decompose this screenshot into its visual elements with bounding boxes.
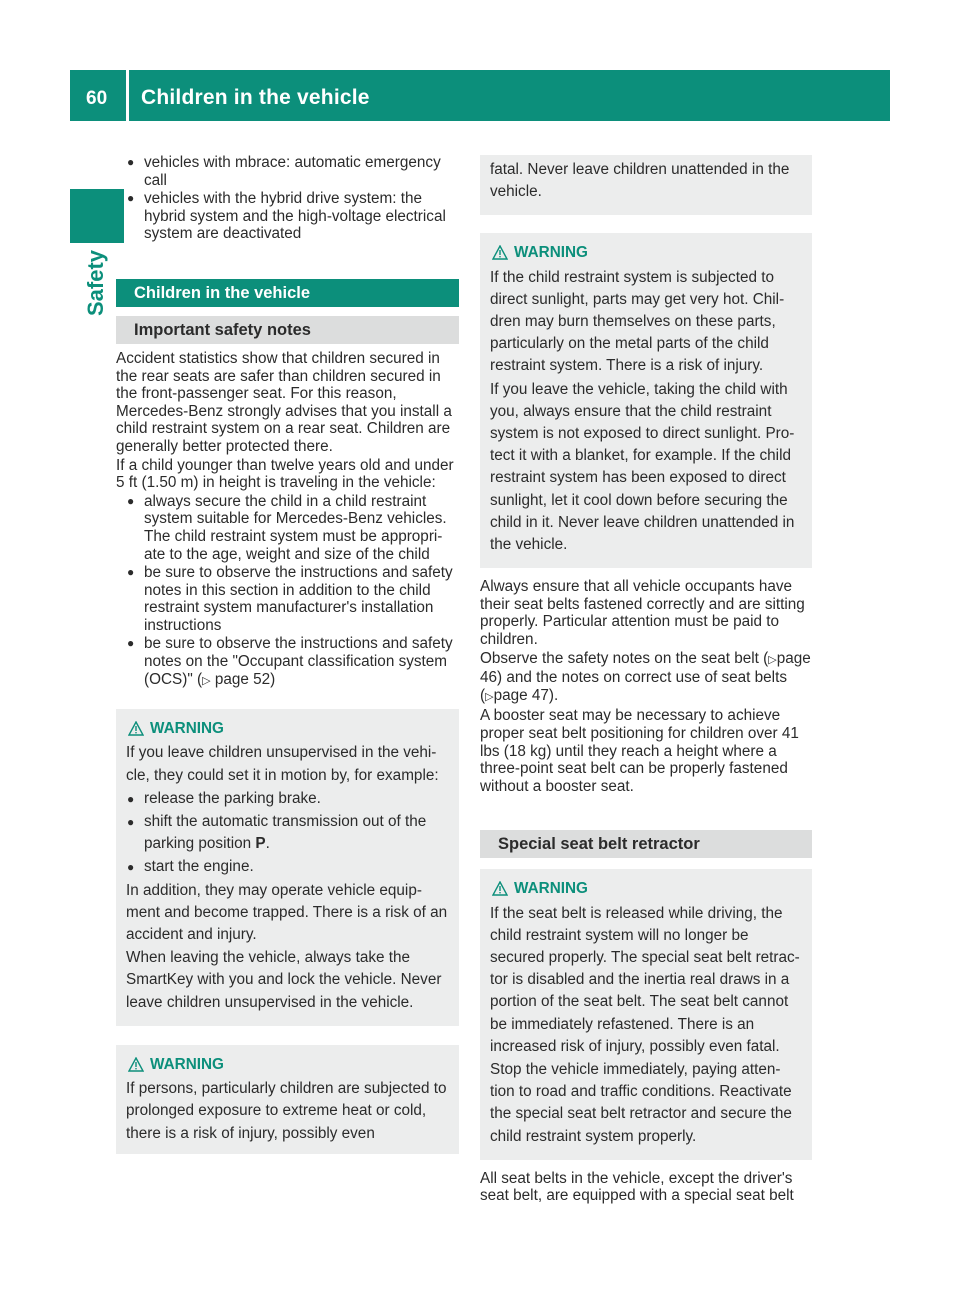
warning-triangle-icon [128,1057,144,1072]
warning-box [480,869,812,1159]
page-reference[interactable]: page 52) [210,670,276,688]
warning-text: If persons, particularly children are subjected to prolonged exposure to extreme heat or cold, there is a risk of injury, possibly even [126,1080,447,1142]
page-ref-arrow-icon: ▷ [202,674,211,687]
warning-box [116,709,459,1026]
page-title: Children in the vehicle [141,86,370,109]
section-heading: Children in the vehicle [116,279,459,307]
warning-text: Stop the vehicle immediately, paying atten- tion to road and traffic conditions. Reactivate the special seat belt retractor and secure the child restraint system properly. [490,1061,792,1145]
bullet-icon: ● [127,636,135,651]
warning-text: In addition, they may operate vehicle equip- ment and become trapped. There is a risk of an accident and injury. [126,881,448,944]
header-divider [126,70,129,121]
list-item: ● always secure the child in a child restraint system suitable for Mercedes-Benz vehicles. The child restraint system must be appropri- ate to the age, weight and size of the child [127,492,447,563]
warning-triangle-icon [128,721,144,736]
list-item: ● be sure to observe the instructions and safety notes in this section in addition to the child restraint system manufacturer's installation instructions [127,564,453,634]
bullet-icon: ● [127,155,135,169]
warning-box-continued [480,155,812,215]
bullet-icon: ● [127,860,135,875]
page-number: 60 [86,88,108,109]
warning-triangle-icon [492,245,508,260]
warning-text: When leaving the vehicle, always take the SmartKey with you and lock the vehicle. Never leave children unsupervised in the vehicle. [126,949,442,1011]
warning-heading: WARNING [126,718,449,740]
list-item: ● start the engine. [126,856,449,878]
list-item: ● shift the automatic transmission out of the parking position P. [127,813,427,853]
side-tab-label: Safety [83,249,108,316]
warning-text: If you leave the vehicle, taking the child with you, always ensure that the child restraint system is not exposed to direct sunlight. Pro- tect it with a blanket, for example. If the child restraint system has been exposed to direct sunlight, let it cool down before securing the child in it. Never leave children unattended in the vehicle. [490,380,795,554]
bullet-icon: ● [127,815,135,830]
paragraph: Observe the safety notes on the seat belt (▷page 46) and the notes on correct use of seat belts (▷page 47). [480,649,811,704]
paragraph: Accident statistics show that children secured in the rear seats are safer than children secured in the front-passenger seat. For this reason, Mercedes-Benz strongly advises that you install a child restraint system on a rear seat. Children are generally better protected there. [116,349,452,455]
list-item: ● vehicles with the hybrid drive system: the hybrid system and the high-voltage electrical system are deactivated [127,190,446,243]
bullet-icon: ● [127,565,135,580]
warning-heading: WARNING [490,878,802,900]
warning-text: If the child restraint system is subjected to direct sunlight, parts may get very hot. Chil- dren may burn themselves on these parts, particularly on the metal parts of the child restraint system. There is a risk of injury. [490,268,785,375]
bullet-icon: ● [127,493,135,508]
bullet-icon: ● [127,791,135,806]
list-item: ● be sure to observe the instructions and safety notes on the "Occupant classification system (OCS)" (▷ page 52) [127,635,453,688]
warning-heading: WARNING [126,1054,449,1076]
list-item: ● release the parking brake. [126,788,449,810]
warning-box [116,1045,459,1154]
warning-text: If the seat belt is released while driving, the child restraint system will no longer be secured properly. The special seat belt retrac- tor is disabled and the inertia real draws in a portion of the seat belt. The seat belt cannot be immediately refastened. There is an increased risk of injury, possibly even fatal. [490,904,800,1055]
subsection-heading: Special seat belt retractor [480,830,812,858]
page-reference[interactable]: page 47). [493,686,559,704]
paragraph: All seat belts in the vehicle, except the driver's seat belt, are equipped with a special seat belt [480,1169,794,1205]
page-reference[interactable]: page 46) and the notes on correct use of seat belts ( [480,649,811,704]
warning-text: fatal. Never leave children unattended in the vehicle. [490,161,790,201]
warning-box [480,233,812,568]
page-ref-arrow-icon: ▷ [485,690,494,703]
subsection-heading: Important safety notes [116,316,459,344]
bullet-icon: ● [127,191,135,206]
warning-text: If you leave children unsupervised in the vehi- cle, they could set it in motion by, for example: [126,744,439,784]
warning-heading: WARNING [490,242,802,264]
paragraph: A booster seat may be necessary to achieve proper seat belt positioning for children over 41 lbs (18 kg) until they reach a height where a three-point seat belt can be properly fastened without a booster seat. [480,707,799,795]
page-ref-arrow-icon: ▷ [768,653,777,666]
paragraph: If a child younger than twelve years old and under 5 ft (1.50 m) in height is traveling in the vehicle: [116,456,454,492]
paragraph: Always ensure that all vehicle occupants have their seat belts fastened correctly and are sitting properly. Particular attention must be paid to children. [480,578,805,649]
list-item: ● vehicles with mbrace: automatic emergency call [127,154,441,189]
left-column [116,154,459,1154]
right-column [480,155,812,1206]
warning-triangle-icon [492,881,508,896]
